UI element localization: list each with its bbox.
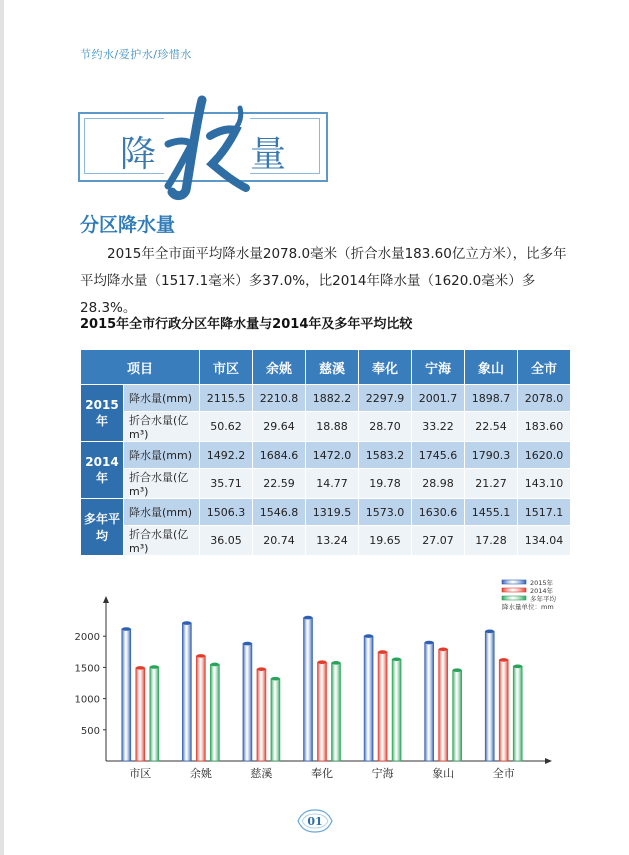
page-number: 01 xyxy=(307,815,323,828)
bar xyxy=(499,660,508,761)
bar xyxy=(453,670,462,761)
table-cell: 36.05 xyxy=(200,526,253,556)
table-cell: 1684.6 xyxy=(253,442,306,469)
row-item-label: 折合水量(亿m³) xyxy=(124,469,200,499)
table-cell: 27.07 xyxy=(412,526,465,556)
table-cell: 1745.6 xyxy=(412,442,465,469)
bar-cap xyxy=(499,658,508,662)
precipitation-table xyxy=(80,349,571,556)
table-cell: 1898.7 xyxy=(465,385,518,412)
x-category-label: 余姚 xyxy=(189,767,212,780)
table-cell: 1506.3 xyxy=(200,499,253,526)
table-cell: 1517.1 xyxy=(518,499,571,526)
bar-cap xyxy=(243,642,252,646)
table-row xyxy=(81,385,571,412)
table-cell: 22.54 xyxy=(465,412,518,442)
x-category-label: 宁海 xyxy=(371,767,394,780)
table-row xyxy=(81,469,571,499)
table-cell: 1790.3 xyxy=(465,442,518,469)
bar xyxy=(439,649,448,761)
row-item-label: 降水量(mm) xyxy=(124,442,200,469)
bar-cap xyxy=(453,668,462,672)
column-header-cixi: 慈溪 xyxy=(306,350,359,385)
table-cell: 20.74 xyxy=(253,526,306,556)
table-cell: 17.28 xyxy=(465,526,518,556)
bar-cap xyxy=(271,677,280,681)
x-category-label: 象山 xyxy=(432,767,455,780)
banner-char-left: 降 xyxy=(120,134,157,175)
table-cell: 1630.6 xyxy=(412,499,465,526)
bar xyxy=(271,679,280,761)
table-cell: 28.70 xyxy=(359,412,412,442)
title-banner xyxy=(78,112,328,182)
table-cell: 1583.2 xyxy=(359,442,412,469)
year-label: 2015年 xyxy=(81,385,124,442)
bar xyxy=(182,623,191,761)
column-header-item: 项目 xyxy=(81,350,200,385)
table-cell: 35.71 xyxy=(200,469,253,499)
x-category-label: 全市 xyxy=(492,767,515,780)
table-cell: 19.78 xyxy=(359,469,412,499)
bar-cap xyxy=(210,663,219,667)
table-cell: 28.98 xyxy=(412,469,465,499)
column-header-quanshi: 全市 xyxy=(518,350,571,385)
x-category-label: 慈溪 xyxy=(250,767,273,780)
legend-swatch xyxy=(502,580,526,584)
bar-cap xyxy=(513,665,522,669)
legend-label: 2015年 xyxy=(530,579,554,587)
legend-swatch xyxy=(502,588,526,592)
table-cell: 1492.2 xyxy=(200,442,253,469)
y-tick-label: 2000 xyxy=(74,632,100,644)
table-cell: 183.60 xyxy=(518,412,571,442)
bar xyxy=(304,618,313,761)
bar xyxy=(513,666,522,761)
y-tick-label: 1000 xyxy=(74,694,100,706)
x-category-label: 奉化 xyxy=(311,767,333,780)
column-header-xiangshan: 象山 xyxy=(465,350,518,385)
bar-cap xyxy=(122,627,131,631)
column-header-ninghai: 宁海 xyxy=(412,350,465,385)
table-cell: 2078.0 xyxy=(518,385,571,412)
table-cell: 1455.1 xyxy=(465,499,518,526)
table-cell: 18.88 xyxy=(306,412,359,442)
precipitation-bar-chart xyxy=(70,575,560,785)
x-axis-arrow xyxy=(545,758,552,764)
table-cell: 2001.7 xyxy=(412,385,465,412)
table-cell: 21.27 xyxy=(465,469,518,499)
page-number-emblem xyxy=(296,806,334,836)
bar xyxy=(332,663,341,761)
bar-cap xyxy=(196,654,205,658)
year-label: 多年平均 xyxy=(81,499,124,556)
bar xyxy=(243,644,252,761)
table-cell: 14.77 xyxy=(306,469,359,499)
row-item-label: 折合水量(亿m³) xyxy=(124,412,200,442)
legend-label: 2014年 xyxy=(530,587,554,595)
table-row xyxy=(81,442,571,469)
row-item-label: 降水量(mm) xyxy=(124,385,200,412)
y-tick-label: 500 xyxy=(80,725,100,737)
table-row xyxy=(81,499,571,526)
bar-cap xyxy=(257,667,266,671)
banner-char-right: 量 xyxy=(250,134,287,175)
row-item-label: 折合水量(亿m³) xyxy=(124,526,200,556)
bar xyxy=(122,629,131,761)
y-axis-arrow xyxy=(103,596,109,603)
bar xyxy=(485,631,494,761)
table-cell: 1882.2 xyxy=(306,385,359,412)
bar-cap xyxy=(364,634,373,638)
column-header-shiqu: 市区 xyxy=(200,350,253,385)
x-category-label: 市区 xyxy=(129,767,152,780)
table-cell: 33.22 xyxy=(412,412,465,442)
year-label: 2014年 xyxy=(81,442,124,499)
bar-cap xyxy=(332,661,341,665)
bar-cap xyxy=(392,657,401,661)
legend-label: 多年平均 xyxy=(530,595,556,603)
bar xyxy=(318,662,327,761)
table-row xyxy=(81,526,571,556)
legend-swatch xyxy=(502,596,526,600)
bar-cap xyxy=(439,647,448,651)
row-item-label: 降水量(mm) xyxy=(124,499,200,526)
bar xyxy=(392,659,401,761)
bar-cap xyxy=(485,630,494,634)
table-cell: 22.59 xyxy=(253,469,306,499)
table-row xyxy=(81,412,571,442)
table-cell: 2210.8 xyxy=(253,385,306,412)
bar xyxy=(257,669,266,761)
table-cell: 1573.0 xyxy=(359,499,412,526)
bar xyxy=(364,636,373,761)
table-cell: 1472.0 xyxy=(306,442,359,469)
bar xyxy=(136,668,145,761)
table-cell: 1620.0 xyxy=(518,442,571,469)
bar-cap xyxy=(425,641,434,645)
table-cell: 134.04 xyxy=(518,526,571,556)
bar-cap xyxy=(318,660,327,664)
y-tick-label: 1500 xyxy=(74,663,100,675)
bar-cap xyxy=(378,650,387,654)
bar-cap xyxy=(136,666,145,670)
table-cell: 143.10 xyxy=(518,469,571,499)
page-edge-strip xyxy=(0,0,4,855)
table-cell: 50.62 xyxy=(200,412,253,442)
summary-paragraph: 2015年全市面平均降水量2078.0毫米（折合水量183.60亿立方米），比多年平均降水量（1517.1毫米）多37.0%，比2014年降水量（1620.0毫米）多28.3%。 xyxy=(80,246,567,316)
bar xyxy=(378,652,387,761)
table-cell: 1546.8 xyxy=(253,499,306,526)
bar xyxy=(196,656,205,761)
bar xyxy=(210,664,219,761)
bar xyxy=(150,667,159,761)
table-cell: 2297.9 xyxy=(359,385,412,412)
table-cell: 19.65 xyxy=(359,526,412,556)
bar-cap xyxy=(304,616,313,620)
section-title: 分区降水量 xyxy=(80,214,176,236)
table-header-row xyxy=(81,350,571,385)
table-cell: 13.24 xyxy=(306,526,359,556)
bar xyxy=(425,643,434,761)
table-cell: 2115.5 xyxy=(200,385,253,412)
bar-cap xyxy=(182,621,191,625)
calligraphy-water-logo xyxy=(162,94,252,204)
table-cell: 1319.5 xyxy=(306,499,359,526)
column-header-yuyao: 余姚 xyxy=(253,350,306,385)
header-slogan: 节约水/爱护水/珍惜水 xyxy=(80,48,192,61)
column-header-fenghua: 奉化 xyxy=(359,350,412,385)
unit-note: 降水量单位：mm xyxy=(502,603,554,611)
table-title: 2015年全市行政分区年降水量与2014年及多年平均比较 xyxy=(80,317,413,332)
table-cell: 29.64 xyxy=(253,412,306,442)
bar-cap xyxy=(150,665,159,669)
